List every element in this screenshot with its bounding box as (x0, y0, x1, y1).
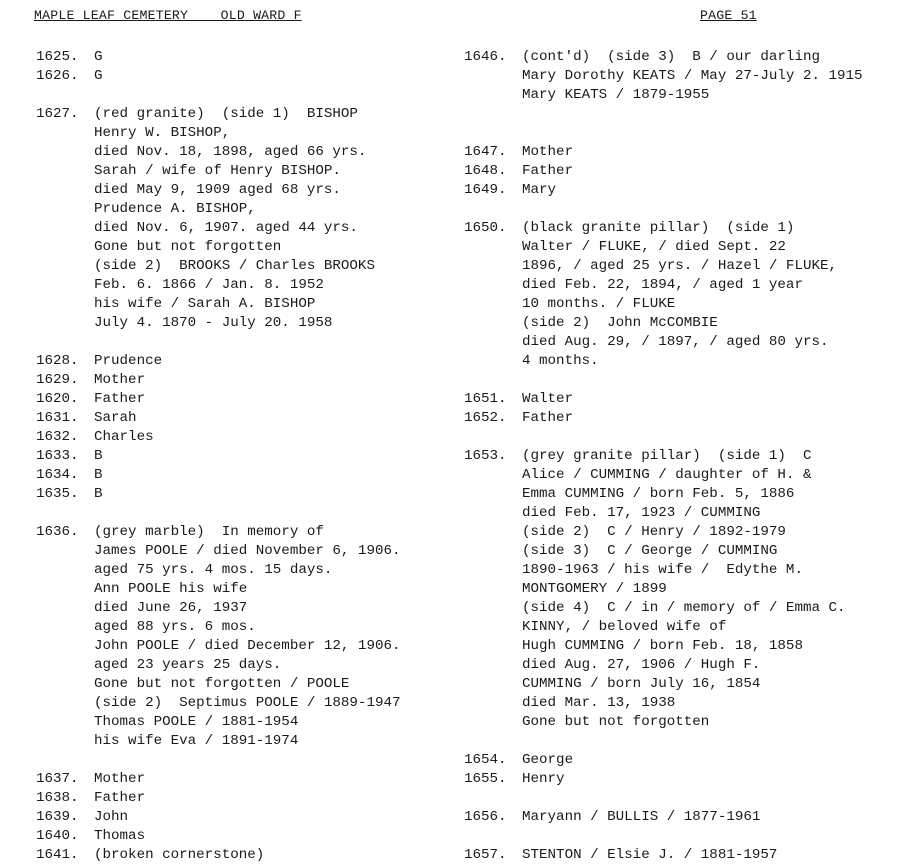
burial-entry (36, 770, 456, 789)
inscription-line: died Nov. 18, 1898, aged 66 yrs. (94, 144, 367, 160)
inscription-line: Emma CUMMING / born Feb. 5, 1886 (522, 486, 795, 502)
inscription-line: KINNY, / beloved wife of (522, 619, 727, 635)
entry-text (522, 390, 900, 409)
entry-number: 1626. (36, 68, 79, 84)
inscription-line: B (94, 448, 103, 464)
entry-text (94, 105, 456, 333)
inscription-line: died June 26, 1937 (94, 600, 248, 616)
entry-text (94, 523, 456, 751)
inscription-line: (grey granite pillar) (side 1) C (522, 448, 812, 464)
entry-text (522, 162, 900, 181)
entry-spacer (464, 428, 900, 447)
entry-number: 1632. (36, 429, 79, 445)
entry-number: 1625. (36, 49, 79, 65)
entry-number: 1651. (464, 391, 507, 407)
inscription-line: Father (94, 790, 146, 806)
inscription-line: (black granite pillar) (side 1) (522, 220, 795, 236)
burial-entry (464, 751, 900, 770)
inscription-line: Prudence (94, 353, 163, 369)
inscription-line: John (94, 809, 129, 825)
inscription-line: Gone but not forgotten (522, 714, 710, 730)
entry-number: 1636. (36, 524, 79, 540)
entry-text (522, 447, 900, 732)
burial-entry (36, 428, 456, 447)
entry-text (94, 352, 456, 371)
entry-spacer (464, 200, 900, 219)
entry-number: 1654. (464, 752, 507, 768)
burial-entry (464, 447, 900, 732)
inscription-line: Alice / CUMMING / daughter of H. & (522, 467, 812, 483)
inscription-line: (side 2) C / Henry / 1892-1979 (522, 524, 786, 540)
inscription-line: MONTGOMERY / 1899 (522, 581, 667, 597)
inscription-line: G (94, 49, 103, 65)
burial-entry (36, 409, 456, 428)
entry-number: 1648. (464, 163, 507, 179)
inscription-line: Ann POOLE his wife (94, 581, 248, 597)
burial-entry (36, 105, 456, 333)
inscription-line: Mother (522, 144, 574, 160)
inscription-line: Sarah (94, 410, 137, 426)
entry-spacer (36, 504, 456, 523)
entry-text (94, 67, 456, 86)
burial-entry (36, 523, 456, 751)
inscription-line: Mother (94, 771, 146, 787)
inscription-line: 1896, / aged 25 yrs. / Hazel / FLUKE, (522, 258, 838, 274)
entry-number: 1631. (36, 410, 79, 426)
inscription-line: (side 2) Septimus POOLE / 1889-1947 (94, 695, 401, 711)
entry-text (94, 485, 456, 504)
burial-entry (36, 789, 456, 808)
entry-number: 1655. (464, 771, 507, 787)
entry-number: 1634. (36, 467, 79, 483)
burial-entry (464, 181, 900, 200)
burial-entry (464, 48, 900, 105)
entry-number: 1629. (36, 372, 79, 388)
inscription-line: July 4. 1870 - July 20. 1958 (94, 315, 333, 331)
inscription-line: Father (522, 163, 574, 179)
inscription-line: (broken cornerstone) (94, 847, 265, 863)
inscription-line: died Aug. 27, 1906 / Hugh F. (522, 657, 761, 673)
inscription-line: Sarah / wife of Henry BISHOP. (94, 163, 341, 179)
inscription-line: aged 88 yrs. 6 mos. (94, 619, 256, 635)
entry-text (522, 48, 900, 105)
inscription-line: Charles (94, 429, 154, 445)
burial-entry (464, 162, 900, 181)
entry-spacer (464, 789, 900, 808)
inscription-line: Father (522, 410, 574, 426)
left-column (36, 48, 456, 865)
entry-number: 1638. (36, 790, 79, 806)
burial-entry (464, 390, 900, 409)
inscription-line: (side 4) C / in / memory of / Emma C. (522, 600, 846, 616)
burial-entry (36, 808, 456, 827)
inscription-line: Thomas (94, 828, 146, 844)
entry-number: 1640. (36, 828, 79, 844)
burial-entry (36, 390, 456, 409)
inscription-line: B (94, 467, 103, 483)
burial-entry (464, 409, 900, 428)
inscription-line: James POOLE / died November 6, 1906. (94, 543, 401, 559)
inscription-line: John POOLE / died December 12, 1906. (94, 638, 401, 654)
inscription-line: Mary Dorothy KEATS / May 27-July 2. 1915 (522, 68, 863, 84)
entry-number: 1635. (36, 486, 79, 502)
inscription-line: Thomas POOLE / 1881-1954 (94, 714, 299, 730)
burial-entry (36, 48, 456, 67)
entry-text (522, 770, 900, 789)
entry-spacer (36, 333, 456, 352)
entry-spacer (464, 827, 900, 846)
entry-number: 1647. (464, 144, 507, 160)
entry-number: 1657. (464, 847, 507, 863)
inscription-line: (side 2) John McCOMBIE (522, 315, 718, 331)
inscription-line: Hugh CUMMING / born Feb. 18, 1858 (522, 638, 803, 654)
burial-entry (36, 466, 456, 485)
inscription-line: 4 months. (522, 353, 599, 369)
inscription-line: 10 months. / FLUKE (522, 296, 676, 312)
entry-number: 1637. (36, 771, 79, 787)
inscription-line: Gone but not forgotten / POOLE (94, 676, 350, 692)
inscription-line: G (94, 68, 103, 84)
entry-number: 1627. (36, 106, 79, 122)
entry-number: 1646. (464, 49, 507, 65)
inscription-line: George (522, 752, 574, 768)
page-number: PAGE 51 (700, 8, 757, 23)
entry-number: 1653. (464, 448, 507, 464)
entry-number: 1633. (36, 448, 79, 464)
burial-entry (36, 827, 456, 846)
entry-text (522, 409, 900, 428)
burial-entry (464, 219, 900, 371)
inscription-line: (red granite) (side 1) BISHOP (94, 106, 358, 122)
inscription-line: (side 2) BROOKS / Charles BROOKS (94, 258, 375, 274)
inscription-line: died May 9, 1909 aged 68 yrs. (94, 182, 341, 198)
inscription-line: Mother (94, 372, 146, 388)
inscription-line: 1890-1963 / his wife / Edythe M. (522, 562, 803, 578)
entry-text (94, 808, 456, 827)
inscription-line: (side 3) C / George / CUMMING (522, 543, 778, 559)
entry-text (94, 390, 456, 409)
inscription-line: (grey marble) In memory of (94, 524, 324, 540)
burial-entry (464, 808, 900, 827)
inscription-line: Prudence A. BISHOP, (94, 201, 256, 217)
entry-text (522, 751, 900, 770)
entry-text (94, 447, 456, 466)
inscription-line: aged 75 yrs. 4 mos. 15 days. (94, 562, 333, 578)
entry-spacer (36, 86, 456, 105)
entry-text (94, 48, 456, 67)
inscription-line: CUMMING / born July 16, 1854 (522, 676, 761, 692)
inscription-line: died Feb. 22, 1894, / aged 1 year (522, 277, 803, 293)
entry-text (522, 808, 900, 827)
inscription-line: aged 23 years 25 days. (94, 657, 282, 673)
inscription-line: Father (94, 391, 146, 407)
entry-text (94, 371, 456, 390)
page-header-title: MAPLE LEAF CEMETERY OLD WARD F (34, 8, 302, 23)
entry-text (522, 181, 900, 200)
inscription-line: Maryann / BULLIS / 1877-1961 (522, 809, 761, 825)
entry-number: 1649. (464, 182, 507, 198)
inscription-line: Henry W. BISHOP, (94, 125, 231, 141)
inscription-line: Walter / FLUKE, / died Sept. 22 (522, 239, 786, 255)
entry-number: 1639. (36, 809, 79, 825)
right-column (464, 48, 900, 865)
inscription-line: Feb. 6. 1866 / Jan. 8. 1952 (94, 277, 324, 293)
entry-number: 1650. (464, 220, 507, 236)
inscription-line: died Nov. 6, 1907. aged 44 yrs. (94, 220, 358, 236)
inscription-line: STENTON / Elsie J. / 1881-1957 (522, 847, 778, 863)
entry-text (94, 770, 456, 789)
entry-text (522, 143, 900, 162)
burial-entry (464, 143, 900, 162)
inscription-line: Gone but not forgotten (94, 239, 282, 255)
entry-number: 1641. (36, 847, 79, 863)
burial-entry (36, 371, 456, 390)
entry-text (522, 219, 900, 371)
entry-number: 1652. (464, 410, 507, 426)
burial-entry (464, 770, 900, 789)
entry-text (94, 466, 456, 485)
entry-text (94, 409, 456, 428)
inscription-line: (cont'd) (side 3) B / our darling (522, 49, 820, 65)
entry-spacer (464, 732, 900, 751)
inscription-line: died Aug. 29, / 1897, / aged 80 yrs. (522, 334, 829, 350)
entry-text (94, 789, 456, 808)
entry-number: 1656. (464, 809, 507, 825)
entry-number: 1628. (36, 353, 79, 369)
inscription-line: his wife / Sarah A. BISHOP (94, 296, 316, 312)
entry-spacer (36, 751, 456, 770)
entry-text (94, 428, 456, 447)
entry-spacer (464, 105, 900, 124)
inscription-line: died Feb. 17, 1923 / CUMMING (522, 505, 761, 521)
entry-spacer (464, 124, 900, 143)
inscription-line: Mary (522, 182, 557, 198)
inscription-line: Henry (522, 771, 565, 787)
burial-entry (36, 67, 456, 86)
inscription-line: Mary KEATS / 1879-1955 (522, 87, 710, 103)
burial-entry (36, 485, 456, 504)
inscription-line: his wife Eva / 1891-1974 (94, 733, 299, 749)
entry-spacer (464, 371, 900, 390)
burial-entry (36, 447, 456, 466)
entry-text (94, 827, 456, 846)
inscription-line: died Mar. 13, 1938 (522, 695, 676, 711)
inscription-line: Walter (522, 391, 574, 407)
burial-entry (36, 352, 456, 371)
entry-number: 1620. (36, 391, 79, 407)
inscription-line: B (94, 486, 103, 502)
